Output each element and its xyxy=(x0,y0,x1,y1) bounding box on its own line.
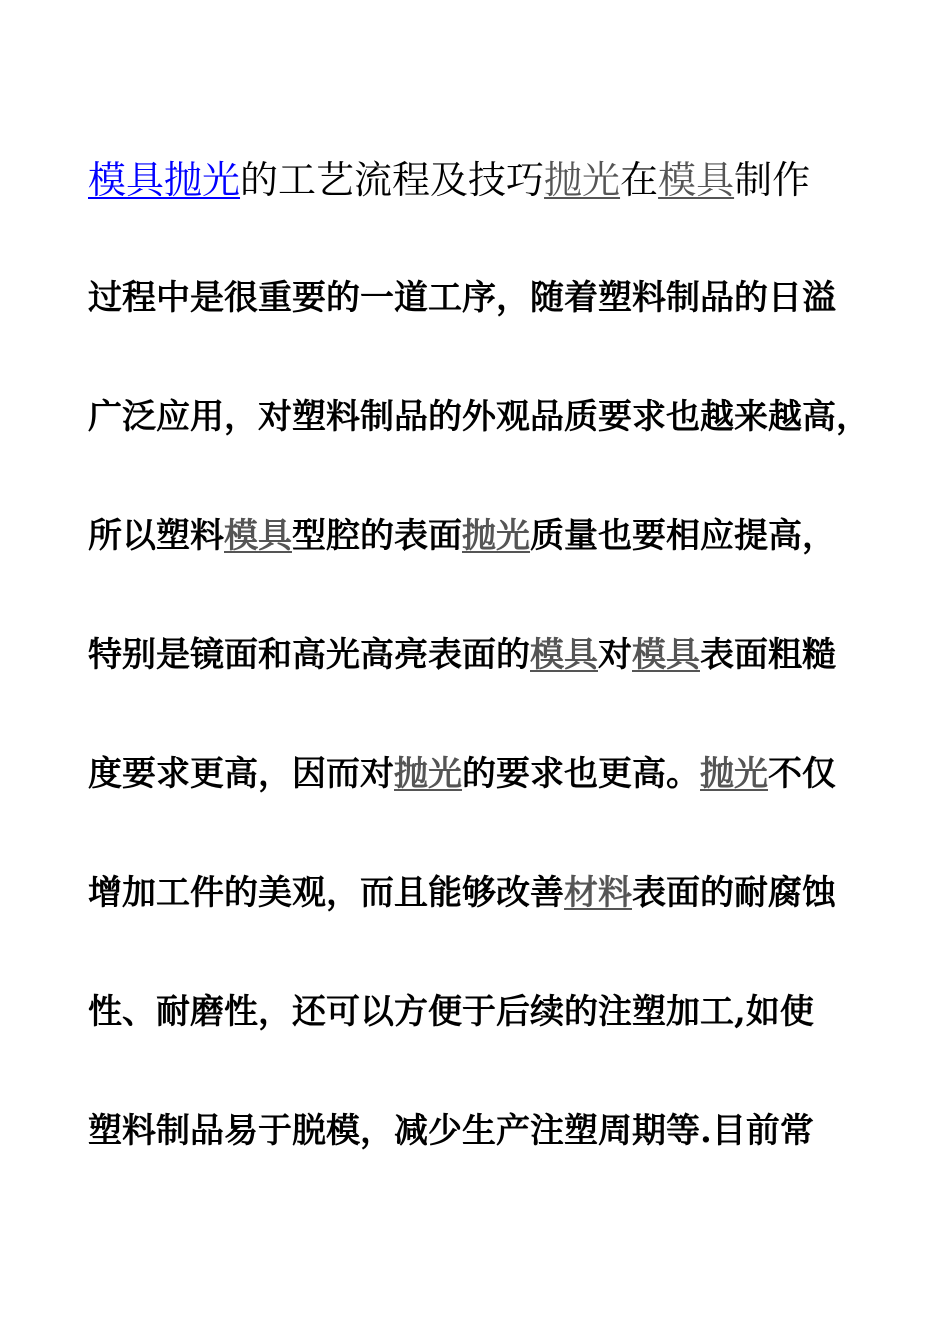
paragraph-line xyxy=(88,1111,888,1151)
text-segment: 表面粗糙 xyxy=(700,635,836,675)
text-segment: 过程中是很重要的一道工序，随着塑料制品的日溢 xyxy=(88,278,836,318)
text-segment: 塑料制品易于脱模，减少生产注塑周期等.目前常 xyxy=(88,1111,814,1151)
text-segment: 的工艺流程及技巧 xyxy=(240,158,545,202)
keyword-link[interactable]: 模具 xyxy=(632,635,700,675)
text-segment: 对 xyxy=(598,635,632,675)
text-segment: 在 xyxy=(620,158,659,202)
paragraph-line xyxy=(88,278,888,318)
paragraph-line xyxy=(88,873,888,913)
title-link[interactable]: 模具抛光 xyxy=(88,158,241,202)
text-segment: 所以塑料 xyxy=(88,516,224,556)
keyword-link[interactable]: 材料 xyxy=(564,873,632,913)
text-segment: 增加工件的美观，而且能够改善 xyxy=(88,873,564,913)
keyword-link[interactable]: 抛光 xyxy=(700,754,768,794)
paragraph-line xyxy=(88,635,888,675)
paragraph-line xyxy=(88,158,888,202)
text-segment: 性、耐磨性，还可以方便于后续的注塑加工,如使 xyxy=(88,992,814,1032)
keyword-link[interactable]: 模具 xyxy=(530,635,598,675)
keyword-link[interactable]: 模具 xyxy=(658,158,735,202)
keyword-link[interactable]: 抛光 xyxy=(462,516,530,556)
paragraph-line xyxy=(88,397,888,437)
text-segment: 型腔的表面 xyxy=(292,516,462,556)
text-segment: 度要求更高，因而对 xyxy=(88,754,394,794)
text-segment: 特别是镜面和高光高亮表面的 xyxy=(88,635,530,675)
text-segment: 制作 xyxy=(734,158,811,202)
text-segment: 的要求也更高。 xyxy=(462,754,700,794)
text-segment: 表面的耐腐蚀 xyxy=(632,873,836,913)
keyword-link[interactable]: 抛光 xyxy=(544,158,621,202)
text-segment: 不仅 xyxy=(768,754,836,794)
paragraph-line xyxy=(88,754,888,794)
paragraph-line xyxy=(88,516,888,556)
text-segment: 质量也要相应提高， xyxy=(530,516,836,556)
keyword-link[interactable]: 模具 xyxy=(224,516,292,556)
paragraph-line xyxy=(88,992,888,1032)
keyword-link[interactable]: 抛光 xyxy=(394,754,462,794)
text-segment: 广泛应用，对塑料制品的外观品质要求也越来越高， xyxy=(88,397,870,437)
